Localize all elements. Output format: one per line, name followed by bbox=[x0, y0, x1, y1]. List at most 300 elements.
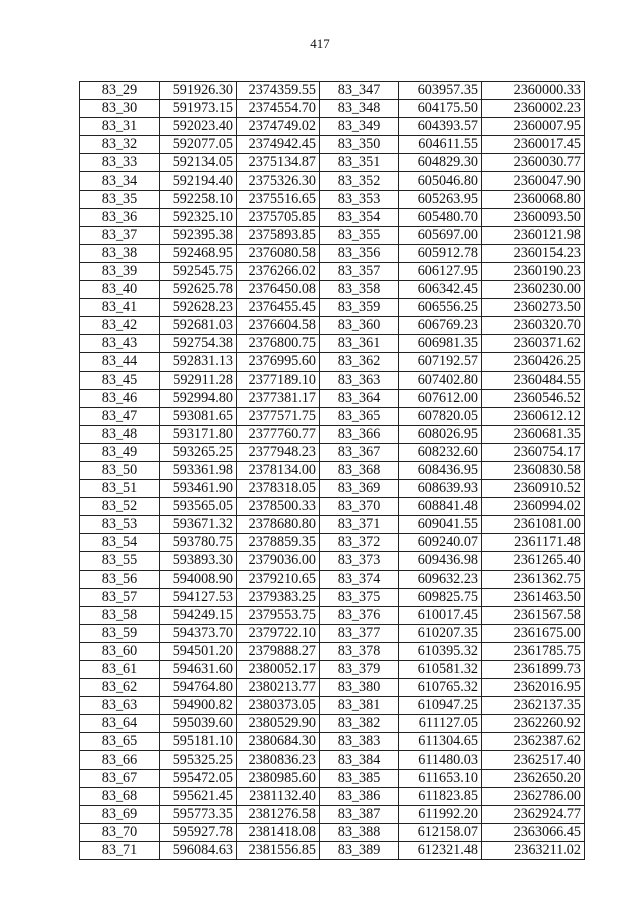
table-row bbox=[80, 715, 585, 733]
cell-point-id-right: 83_371 bbox=[320, 516, 399, 534]
cell-y-right: 2360068.80 bbox=[482, 190, 585, 208]
cell-point-id-right: 83_382 bbox=[320, 715, 399, 733]
cell-point-id-left: 83_53 bbox=[80, 516, 160, 534]
cell-y-right: 2362260.92 bbox=[482, 715, 585, 733]
cell-x-left: 592194.40 bbox=[160, 172, 237, 190]
cell-y-right: 2362517.40 bbox=[482, 751, 585, 769]
cell-x-right: 605480.70 bbox=[399, 208, 482, 226]
cell-point-id-right: 83_350 bbox=[320, 136, 399, 154]
cell-y-left: 2376604.58 bbox=[237, 317, 320, 335]
cell-y-right: 2362786.00 bbox=[482, 787, 585, 805]
cell-x-left: 594127.53 bbox=[160, 588, 237, 606]
cell-x-right: 606769.23 bbox=[399, 317, 482, 335]
cell-x-left: 592325.10 bbox=[160, 208, 237, 226]
cell-x-right: 610017.45 bbox=[399, 606, 482, 624]
cell-y-right: 2360121.98 bbox=[482, 226, 585, 244]
cell-point-id-left: 83_70 bbox=[80, 823, 160, 841]
cell-x-right: 609240.07 bbox=[399, 534, 482, 552]
table-row bbox=[80, 226, 585, 244]
cell-x-right: 611127.05 bbox=[399, 715, 482, 733]
cell-y-right: 2360030.77 bbox=[482, 154, 585, 172]
cell-point-id-right: 83_358 bbox=[320, 281, 399, 299]
cell-point-id-right: 83_354 bbox=[320, 208, 399, 226]
cell-x-left: 595472.05 bbox=[160, 769, 237, 787]
cell-x-right: 610207.35 bbox=[399, 624, 482, 642]
cell-point-id-left: 83_71 bbox=[80, 841, 160, 859]
cell-point-id-right: 83_376 bbox=[320, 606, 399, 624]
cell-y-left: 2376455.45 bbox=[237, 299, 320, 317]
cell-y-left: 2379888.27 bbox=[237, 642, 320, 660]
cell-point-id-right: 83_355 bbox=[320, 226, 399, 244]
cell-y-left: 2379553.75 bbox=[237, 606, 320, 624]
cell-x-left: 592628.23 bbox=[160, 299, 237, 317]
cell-point-id-right: 83_377 bbox=[320, 624, 399, 642]
cell-x-left: 591926.30 bbox=[160, 82, 237, 100]
cell-point-id-right: 83_381 bbox=[320, 697, 399, 715]
cell-y-left: 2375893.85 bbox=[237, 226, 320, 244]
cell-x-left: 592468.95 bbox=[160, 244, 237, 262]
cell-point-id-left: 83_52 bbox=[80, 498, 160, 516]
cell-y-left: 2380529.90 bbox=[237, 715, 320, 733]
cell-x-left: 592134.05 bbox=[160, 154, 237, 172]
cell-y-left: 2381556.85 bbox=[237, 841, 320, 859]
cell-x-right: 609825.75 bbox=[399, 588, 482, 606]
cell-x-right: 606342.45 bbox=[399, 281, 482, 299]
cell-y-left: 2380985.60 bbox=[237, 769, 320, 787]
cell-x-left: 595773.35 bbox=[160, 805, 237, 823]
cell-y-right: 2360230.00 bbox=[482, 281, 585, 299]
cell-x-left: 593361.98 bbox=[160, 461, 237, 479]
cell-y-right: 2360546.52 bbox=[482, 389, 585, 407]
table-row bbox=[80, 353, 585, 371]
cell-point-id-left: 83_66 bbox=[80, 751, 160, 769]
cell-y-right: 2361265.40 bbox=[482, 552, 585, 570]
cell-y-left: 2379210.65 bbox=[237, 570, 320, 588]
cell-y-right: 2361362.75 bbox=[482, 570, 585, 588]
cell-point-id-right: 83_367 bbox=[320, 443, 399, 461]
table-row bbox=[80, 823, 585, 841]
cell-y-left: 2376800.75 bbox=[237, 335, 320, 353]
cell-y-right: 2360190.23 bbox=[482, 262, 585, 280]
table-row bbox=[80, 317, 585, 335]
cell-y-right: 2360754.17 bbox=[482, 443, 585, 461]
cell-point-id-left: 83_38 bbox=[80, 244, 160, 262]
cell-point-id-left: 83_48 bbox=[80, 425, 160, 443]
cell-x-right: 612321.48 bbox=[399, 841, 482, 859]
cell-point-id-right: 83_380 bbox=[320, 679, 399, 697]
cell-x-left: 595325.25 bbox=[160, 751, 237, 769]
cell-y-right: 2360612.12 bbox=[482, 407, 585, 425]
cell-y-left: 2380373.05 bbox=[237, 697, 320, 715]
cell-x-right: 610947.25 bbox=[399, 697, 482, 715]
cell-x-left: 595621.45 bbox=[160, 787, 237, 805]
cell-y-right: 2360017.45 bbox=[482, 136, 585, 154]
cell-x-left: 594373.70 bbox=[160, 624, 237, 642]
table-row bbox=[80, 498, 585, 516]
table-row bbox=[80, 588, 585, 606]
cell-x-left: 595927.78 bbox=[160, 823, 237, 841]
cell-point-id-left: 83_54 bbox=[80, 534, 160, 552]
cell-y-left: 2380213.77 bbox=[237, 679, 320, 697]
cell-x-left: 592831.13 bbox=[160, 353, 237, 371]
cell-x-right: 610581.32 bbox=[399, 661, 482, 679]
cell-y-left: 2377189.10 bbox=[237, 371, 320, 389]
cell-x-right: 610395.32 bbox=[399, 642, 482, 660]
cell-y-left: 2374749.02 bbox=[237, 118, 320, 136]
table-row bbox=[80, 552, 585, 570]
cell-y-right: 2361675.00 bbox=[482, 624, 585, 642]
cell-point-id-left: 83_65 bbox=[80, 733, 160, 751]
cell-point-id-right: 83_385 bbox=[320, 769, 399, 787]
cell-y-right: 2360830.58 bbox=[482, 461, 585, 479]
cell-point-id-left: 83_41 bbox=[80, 299, 160, 317]
cell-point-id-right: 83_379 bbox=[320, 661, 399, 679]
cell-y-left: 2374554.70 bbox=[237, 100, 320, 118]
cell-point-id-left: 83_59 bbox=[80, 624, 160, 642]
cell-x-right: 605912.78 bbox=[399, 244, 482, 262]
cell-x-left: 591973.15 bbox=[160, 100, 237, 118]
cell-point-id-left: 83_60 bbox=[80, 642, 160, 660]
table-row bbox=[80, 697, 585, 715]
cell-point-id-right: 83_368 bbox=[320, 461, 399, 479]
cell-point-id-left: 83_34 bbox=[80, 172, 160, 190]
cell-point-id-left: 83_42 bbox=[80, 317, 160, 335]
cell-point-id-left: 83_56 bbox=[80, 570, 160, 588]
cell-x-right: 604829.30 bbox=[399, 154, 482, 172]
cell-y-right: 2362387.62 bbox=[482, 733, 585, 751]
cell-x-right: 606981.35 bbox=[399, 335, 482, 353]
cell-x-left: 594631.60 bbox=[160, 661, 237, 679]
cell-y-left: 2380684.30 bbox=[237, 733, 320, 751]
cell-x-left: 595181.10 bbox=[160, 733, 237, 751]
cell-y-right: 2360484.55 bbox=[482, 371, 585, 389]
cell-x-right: 610765.32 bbox=[399, 679, 482, 697]
cell-x-right: 611304.65 bbox=[399, 733, 482, 751]
cell-point-id-left: 83_50 bbox=[80, 461, 160, 479]
table-row bbox=[80, 841, 585, 859]
cell-x-right: 604393.57 bbox=[399, 118, 482, 136]
cell-x-left: 592681.03 bbox=[160, 317, 237, 335]
cell-x-right: 605697.00 bbox=[399, 226, 482, 244]
cell-y-left: 2375134.87 bbox=[237, 154, 320, 172]
cell-y-right: 2360154.23 bbox=[482, 244, 585, 262]
cell-y-right: 2360681.35 bbox=[482, 425, 585, 443]
cell-y-right: 2360910.52 bbox=[482, 480, 585, 498]
cell-x-left: 592077.05 bbox=[160, 136, 237, 154]
cell-y-right: 2360000.33 bbox=[482, 82, 585, 100]
cell-y-left: 2376450.08 bbox=[237, 281, 320, 299]
table-row bbox=[80, 642, 585, 660]
cell-point-id-left: 83_47 bbox=[80, 407, 160, 425]
cell-y-left: 2376266.02 bbox=[237, 262, 320, 280]
cell-x-right: 607612.00 bbox=[399, 389, 482, 407]
cell-point-id-right: 83_374 bbox=[320, 570, 399, 588]
cell-y-left: 2377760.77 bbox=[237, 425, 320, 443]
cell-y-left: 2380052.17 bbox=[237, 661, 320, 679]
cell-x-right: 604175.50 bbox=[399, 100, 482, 118]
cell-point-id-right: 83_372 bbox=[320, 534, 399, 552]
cell-point-id-right: 83_383 bbox=[320, 733, 399, 751]
table-row bbox=[80, 443, 585, 461]
cell-y-left: 2380836.23 bbox=[237, 751, 320, 769]
cell-x-left: 594501.20 bbox=[160, 642, 237, 660]
cell-x-right: 609436.98 bbox=[399, 552, 482, 570]
cell-point-id-left: 83_31 bbox=[80, 118, 160, 136]
table-row bbox=[80, 606, 585, 624]
cell-point-id-left: 83_30 bbox=[80, 100, 160, 118]
cell-x-left: 592258.10 bbox=[160, 190, 237, 208]
cell-point-id-right: 83_384 bbox=[320, 751, 399, 769]
cell-x-left: 594900.82 bbox=[160, 697, 237, 715]
table-row bbox=[80, 480, 585, 498]
cell-x-left: 594249.15 bbox=[160, 606, 237, 624]
cell-point-id-left: 83_64 bbox=[80, 715, 160, 733]
cell-x-left: 592625.78 bbox=[160, 281, 237, 299]
cell-y-right: 2360426.25 bbox=[482, 353, 585, 371]
cell-point-id-right: 83_375 bbox=[320, 588, 399, 606]
cell-y-left: 2377948.23 bbox=[237, 443, 320, 461]
cell-x-left: 593081.65 bbox=[160, 407, 237, 425]
cell-y-left: 2375705.85 bbox=[237, 208, 320, 226]
cell-point-id-right: 83_352 bbox=[320, 172, 399, 190]
table-row bbox=[80, 516, 585, 534]
table-row bbox=[80, 805, 585, 823]
cell-point-id-left: 83_43 bbox=[80, 335, 160, 353]
cell-point-id-left: 83_44 bbox=[80, 353, 160, 371]
cell-x-left: 592545.75 bbox=[160, 262, 237, 280]
cell-x-right: 607192.57 bbox=[399, 353, 482, 371]
cell-x-right: 609632.23 bbox=[399, 570, 482, 588]
cell-x-left: 594008.90 bbox=[160, 570, 237, 588]
cell-x-right: 608232.60 bbox=[399, 443, 482, 461]
table-row bbox=[80, 190, 585, 208]
cell-point-id-left: 83_35 bbox=[80, 190, 160, 208]
cell-point-id-right: 83_351 bbox=[320, 154, 399, 172]
cell-y-left: 2381418.08 bbox=[237, 823, 320, 841]
cell-point-id-left: 83_39 bbox=[80, 262, 160, 280]
cell-point-id-left: 83_62 bbox=[80, 679, 160, 697]
cell-x-right: 604611.55 bbox=[399, 136, 482, 154]
cell-y-left: 2376080.58 bbox=[237, 244, 320, 262]
cell-point-id-right: 83_349 bbox=[320, 118, 399, 136]
cell-point-id-left: 83_40 bbox=[80, 281, 160, 299]
cell-x-left: 593461.90 bbox=[160, 480, 237, 498]
cell-y-right: 2360007.95 bbox=[482, 118, 585, 136]
cell-y-right: 2361171.48 bbox=[482, 534, 585, 552]
table-row bbox=[80, 262, 585, 280]
cell-x-right: 606127.95 bbox=[399, 262, 482, 280]
cell-y-right: 2360093.50 bbox=[482, 208, 585, 226]
table-row bbox=[80, 172, 585, 190]
table-row bbox=[80, 624, 585, 642]
cell-x-left: 593780.75 bbox=[160, 534, 237, 552]
cell-y-right: 2361081.00 bbox=[482, 516, 585, 534]
cell-point-id-right: 83_373 bbox=[320, 552, 399, 570]
cell-point-id-right: 83_366 bbox=[320, 425, 399, 443]
cell-point-id-left: 83_69 bbox=[80, 805, 160, 823]
cell-x-right: 605046.80 bbox=[399, 172, 482, 190]
cell-point-id-right: 83_348 bbox=[320, 100, 399, 118]
cell-x-left: 592754.38 bbox=[160, 335, 237, 353]
table-row bbox=[80, 389, 585, 407]
cell-point-id-left: 83_29 bbox=[80, 82, 160, 100]
cell-x-right: 607402.80 bbox=[399, 371, 482, 389]
cell-x-right: 611480.03 bbox=[399, 751, 482, 769]
cell-y-left: 2377571.75 bbox=[237, 407, 320, 425]
table-row bbox=[80, 335, 585, 353]
cell-y-left: 2378134.00 bbox=[237, 461, 320, 479]
table-row bbox=[80, 787, 585, 805]
cell-y-left: 2378859.35 bbox=[237, 534, 320, 552]
cell-point-id-left: 83_49 bbox=[80, 443, 160, 461]
table-row bbox=[80, 371, 585, 389]
cell-x-right: 609041.55 bbox=[399, 516, 482, 534]
cell-x-right: 606556.25 bbox=[399, 299, 482, 317]
cell-point-id-right: 83_362 bbox=[320, 353, 399, 371]
table-row bbox=[80, 244, 585, 262]
cell-point-id-left: 83_68 bbox=[80, 787, 160, 805]
cell-y-left: 2378500.33 bbox=[237, 498, 320, 516]
cell-x-right: 608026.95 bbox=[399, 425, 482, 443]
cell-point-id-left: 83_58 bbox=[80, 606, 160, 624]
table-row bbox=[80, 136, 585, 154]
cell-point-id-right: 83_363 bbox=[320, 371, 399, 389]
cell-x-right: 611653.10 bbox=[399, 769, 482, 787]
cell-point-id-right: 83_365 bbox=[320, 407, 399, 425]
cell-x-right: 611992.20 bbox=[399, 805, 482, 823]
cell-y-right: 2362016.95 bbox=[482, 679, 585, 697]
cell-point-id-right: 83_347 bbox=[320, 82, 399, 100]
cell-point-id-left: 83_55 bbox=[80, 552, 160, 570]
cell-x-right: 603957.35 bbox=[399, 82, 482, 100]
cell-y-left: 2374359.55 bbox=[237, 82, 320, 100]
cell-y-right: 2362137.35 bbox=[482, 697, 585, 715]
table-row bbox=[80, 208, 585, 226]
cell-y-right: 2363066.45 bbox=[482, 823, 585, 841]
cell-point-id-left: 83_67 bbox=[80, 769, 160, 787]
cell-point-id-left: 83_57 bbox=[80, 588, 160, 606]
cell-y-right: 2360320.70 bbox=[482, 317, 585, 335]
cell-point-id-right: 83_370 bbox=[320, 498, 399, 516]
cell-x-left: 595039.60 bbox=[160, 715, 237, 733]
cell-y-left: 2375326.30 bbox=[237, 172, 320, 190]
table-row bbox=[80, 534, 585, 552]
cell-x-right: 608841.48 bbox=[399, 498, 482, 516]
cell-x-right: 608436.95 bbox=[399, 461, 482, 479]
cell-y-right: 2362924.77 bbox=[482, 805, 585, 823]
table-row bbox=[80, 407, 585, 425]
table-row bbox=[80, 661, 585, 679]
cell-y-right: 2362650.20 bbox=[482, 769, 585, 787]
table-row bbox=[80, 679, 585, 697]
page-number: 417 bbox=[310, 36, 330, 51]
cell-x-left: 596084.63 bbox=[160, 841, 237, 859]
table-row bbox=[80, 299, 585, 317]
cell-x-left: 592023.40 bbox=[160, 118, 237, 136]
table-row bbox=[80, 461, 585, 479]
cell-x-left: 593893.30 bbox=[160, 552, 237, 570]
table-row bbox=[80, 425, 585, 443]
cell-point-id-left: 83_45 bbox=[80, 371, 160, 389]
coordinates-table-body bbox=[80, 82, 585, 860]
cell-x-right: 608639.93 bbox=[399, 480, 482, 498]
cell-point-id-right: 83_386 bbox=[320, 787, 399, 805]
table-row bbox=[80, 570, 585, 588]
cell-x-right: 611823.85 bbox=[399, 787, 482, 805]
cell-y-right: 2360047.90 bbox=[482, 172, 585, 190]
cell-y-left: 2377381.17 bbox=[237, 389, 320, 407]
cell-x-left: 593171.80 bbox=[160, 425, 237, 443]
cell-x-left: 594764.80 bbox=[160, 679, 237, 697]
cell-y-left: 2376995.60 bbox=[237, 353, 320, 371]
cell-y-right: 2363211.02 bbox=[482, 841, 585, 859]
table-row bbox=[80, 769, 585, 787]
cell-point-id-left: 83_46 bbox=[80, 389, 160, 407]
cell-y-right: 2360273.50 bbox=[482, 299, 585, 317]
cell-y-left: 2374942.45 bbox=[237, 136, 320, 154]
cell-point-id-right: 83_361 bbox=[320, 335, 399, 353]
table-row bbox=[80, 82, 585, 100]
cell-x-right: 605263.95 bbox=[399, 190, 482, 208]
cell-x-left: 593565.05 bbox=[160, 498, 237, 516]
cell-y-left: 2381132.40 bbox=[237, 787, 320, 805]
cell-y-left: 2379383.25 bbox=[237, 588, 320, 606]
cell-point-id-left: 83_36 bbox=[80, 208, 160, 226]
cell-x-left: 592994.80 bbox=[160, 389, 237, 407]
cell-point-id-right: 83_369 bbox=[320, 480, 399, 498]
cell-y-left: 2378318.05 bbox=[237, 480, 320, 498]
cell-x-left: 592395.38 bbox=[160, 226, 237, 244]
cell-point-id-right: 83_389 bbox=[320, 841, 399, 859]
cell-point-id-left: 83_32 bbox=[80, 136, 160, 154]
cell-y-left: 2379722.10 bbox=[237, 624, 320, 642]
cell-y-right: 2360371.62 bbox=[482, 335, 585, 353]
cell-point-id-right: 83_353 bbox=[320, 190, 399, 208]
cell-point-id-right: 83_359 bbox=[320, 299, 399, 317]
cell-x-right: 607820.05 bbox=[399, 407, 482, 425]
cell-y-right: 2360994.02 bbox=[482, 498, 585, 516]
cell-point-id-right: 83_378 bbox=[320, 642, 399, 660]
coordinates-table bbox=[79, 81, 585, 860]
cell-point-id-right: 83_388 bbox=[320, 823, 399, 841]
table-row bbox=[80, 733, 585, 751]
table-row bbox=[80, 118, 585, 136]
cell-x-left: 593671.32 bbox=[160, 516, 237, 534]
cell-y-right: 2361899.73 bbox=[482, 661, 585, 679]
cell-y-left: 2379036.00 bbox=[237, 552, 320, 570]
table-row bbox=[80, 154, 585, 172]
cell-point-id-left: 83_51 bbox=[80, 480, 160, 498]
cell-x-left: 593265.25 bbox=[160, 443, 237, 461]
table-row bbox=[80, 751, 585, 769]
cell-x-right: 612158.07 bbox=[399, 823, 482, 841]
cell-point-id-right: 83_364 bbox=[320, 389, 399, 407]
cell-y-left: 2375516.65 bbox=[237, 190, 320, 208]
table-row bbox=[80, 281, 585, 299]
cell-point-id-left: 83_61 bbox=[80, 661, 160, 679]
cell-y-right: 2361463.50 bbox=[482, 588, 585, 606]
cell-y-left: 2378680.80 bbox=[237, 516, 320, 534]
cell-y-right: 2361785.75 bbox=[482, 642, 585, 660]
cell-y-left: 2381276.58 bbox=[237, 805, 320, 823]
cell-point-id-right: 83_387 bbox=[320, 805, 399, 823]
cell-point-id-right: 83_357 bbox=[320, 262, 399, 280]
cell-x-left: 592911.28 bbox=[160, 371, 237, 389]
cell-point-id-left: 83_63 bbox=[80, 697, 160, 715]
cell-y-right: 2360002.23 bbox=[482, 100, 585, 118]
cell-point-id-left: 83_37 bbox=[80, 226, 160, 244]
cell-point-id-left: 83_33 bbox=[80, 154, 160, 172]
